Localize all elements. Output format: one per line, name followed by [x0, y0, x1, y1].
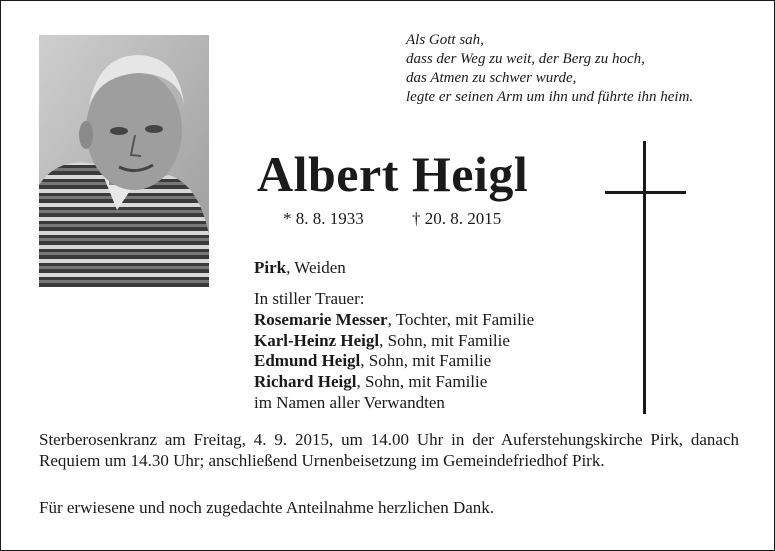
death-date: † 20. 8. 2015 — [412, 209, 502, 228]
poem-line: legte er seinen Arm um ihn und führte ihn heim. — [406, 89, 694, 105]
mourner-line — [254, 331, 534, 352]
service-details: Sterberosenkranz am Freitag, 4. 9. 2015, um 14.00 Uhr in der Auferstehungskirche Pirk, danach Requiem um 14.30 Uhr; anschließend Urnenbeisetzung im Gemeindefriedhof Pirk. — [39, 430, 739, 470]
deceased-name: Albert Heigl — [257, 146, 529, 202]
mourner-name: Edmund Heigl — [254, 351, 361, 371]
place-rest: , Weiden — [286, 258, 346, 277]
poem-line: das Atmen zu schwer wurde, — [406, 70, 577, 86]
mourner-relation: , Sohn, mit Familie — [356, 372, 488, 392]
mourner-line — [254, 310, 534, 331]
thanks-line: Für erwiesene und noch zugedachte Anteilnahme herzlichen Dank. — [39, 498, 495, 517]
mourner-name: Richard Heigl — [254, 372, 357, 392]
mourners-intro: In stiller Trauer: — [254, 289, 365, 308]
mourner-relation: , Tochter, mit Familie — [387, 309, 535, 329]
poem-line: Als Gott sah, — [406, 32, 484, 48]
mourner-line — [254, 372, 534, 393]
mourner-relation: , Sohn, mit Familie — [379, 330, 510, 350]
mourners-closing: im Namen aller Verwandten — [254, 392, 445, 412]
birth-date: * 8. 8. 1933 — [283, 209, 364, 228]
mourner-name: Rosemarie Messer — [254, 309, 388, 329]
portrait-photo — [39, 35, 209, 287]
poem-line: dass der Weg zu weit, der Berg zu hoch, — [406, 51, 645, 67]
mourner-name: Karl-Heinz Heigl — [254, 330, 380, 350]
mourners-block — [254, 289, 534, 414]
mourner-line — [254, 351, 534, 372]
place-line — [254, 258, 346, 278]
poem — [406, 31, 766, 107]
place-town: Pirk — [254, 258, 287, 277]
cross-icon — [643, 141, 646, 414]
mourner-relation: , Sohn, mit Familie — [360, 351, 492, 371]
cross-icon-bar — [605, 191, 686, 194]
